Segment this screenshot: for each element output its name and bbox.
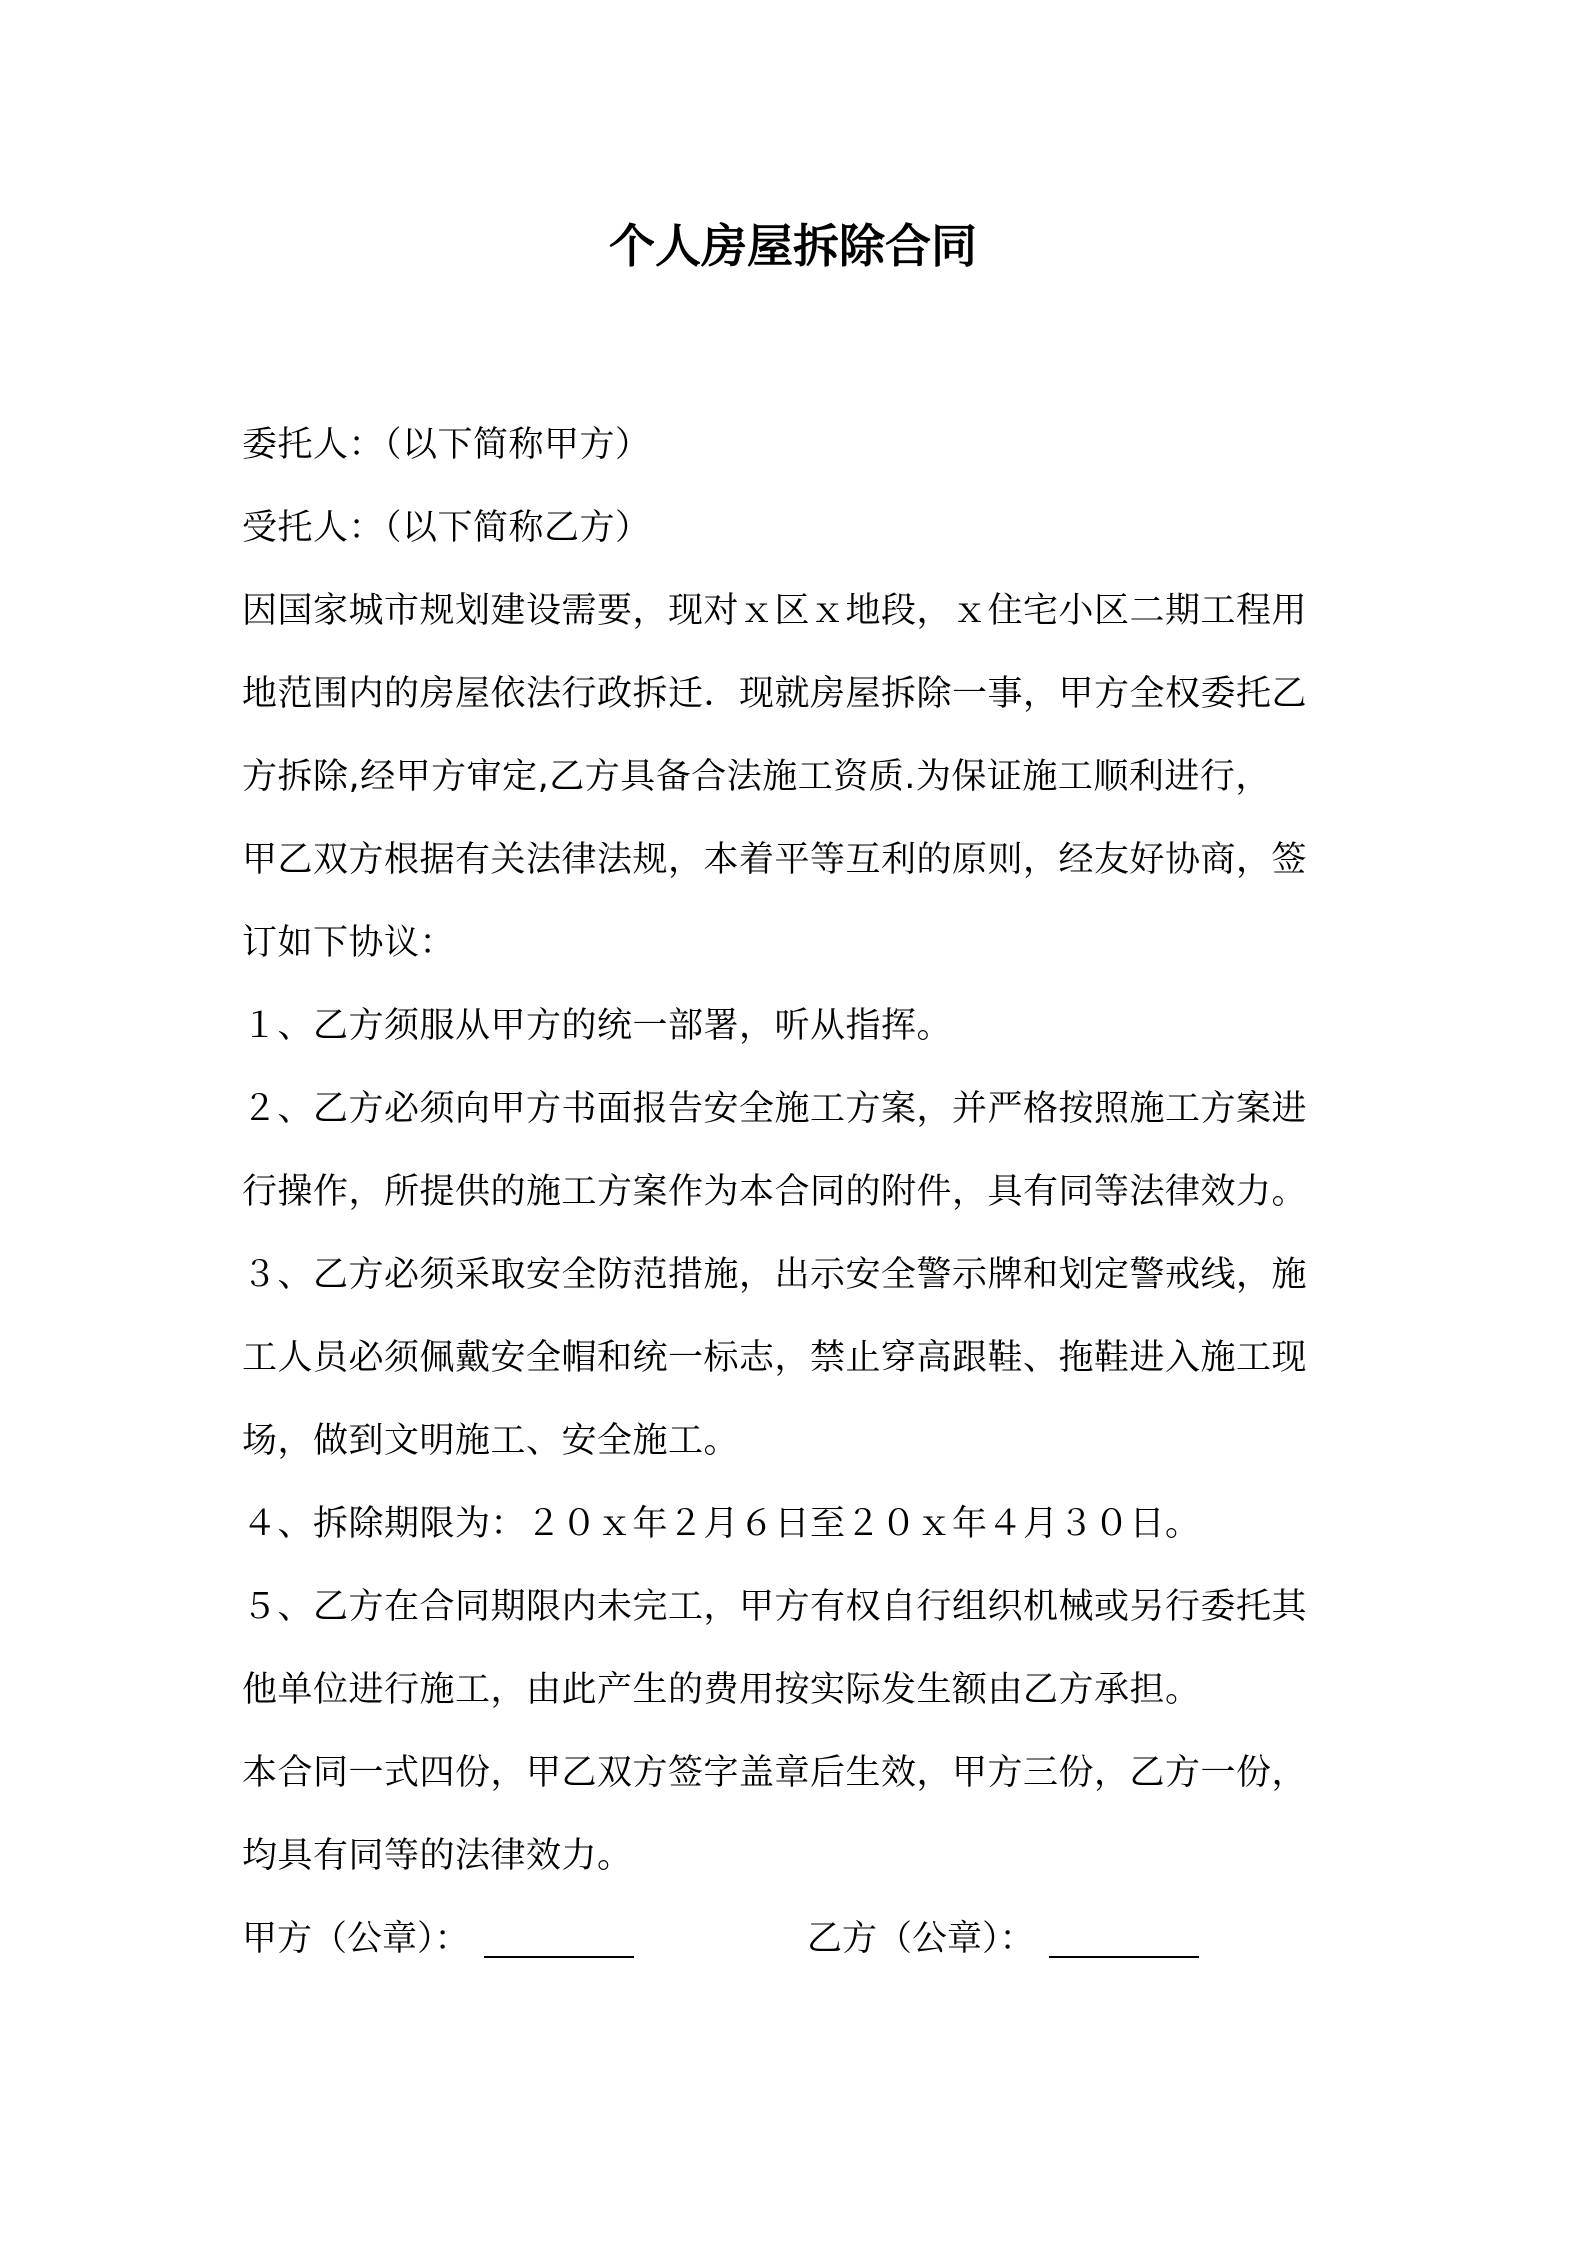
document-body — [242, 404, 1362, 1981]
clause-line: 方拆除,经甲方审定,乙方具备合法施工资质.为保证施工顺利进行， — [242, 757, 1271, 797]
party-a-signature — [242, 1898, 634, 1981]
clause-line: 订如下协议： — [242, 923, 456, 963]
party-a-seal-label: 甲方（公章）： — [242, 1919, 470, 1959]
clause-line: 地范围内的房屋依法行政拆迁．现就房屋拆除一事，甲方全权委托乙 — [242, 674, 1308, 714]
clause-line: 因国家城市规划建设需要，现对ｘ区ｘ地段，ｘ住宅小区二期工程用 — [242, 591, 1308, 631]
clause-line: ３、乙方必须采取安全防范措施，出示安全警示牌和划定警戒线，施 — [242, 1255, 1308, 1295]
clause-line: ５、乙方在合同期限内未完工，甲方有权自行组织机械或另行委托其 — [242, 1587, 1308, 1627]
party-a-signature-blank — [484, 1922, 634, 1958]
party-b-signature-blank — [1049, 1922, 1199, 1958]
clause-line: 他单位进行施工，由此产生的费用按实际发生额由乙方承担。 — [242, 1670, 1201, 1710]
clause-line: 行操作，所提供的施工方案作为本合同的附件，具有同等法律效力。 — [242, 1172, 1308, 1212]
clause-line: 本合同一式四份，甲乙双方签字盖章后生效，甲方三份，乙方一份， — [242, 1753, 1308, 1793]
clause-line: １、乙方须服从甲方的统一部署，听从指挥。 — [242, 1006, 953, 1046]
clause-line: ２、乙方必须向甲方书面报告安全施工方案，并严格按照施工方案进 — [242, 1089, 1308, 1129]
clause-line: 受托人：（以下简称乙方） — [242, 508, 651, 548]
party-b-seal-label: 乙方（公章）： — [807, 1919, 1035, 1959]
signature-row — [242, 1898, 1362, 1981]
clause-line: 场，做到文明施工、安全施工。 — [242, 1421, 740, 1461]
clause-line: 均具有同等的法律效力。 — [242, 1836, 633, 1876]
document-title: 个人房屋拆除合同 — [609, 219, 977, 273]
clause-line: ４、拆除期限为：２０ｘ年２月６日至２０ｘ年４月３０日。 — [242, 1504, 1201, 1544]
clause-line: 甲乙双方根据有关法律法规，本着平等互利的原则，经友好协商，签 — [242, 840, 1308, 880]
clause-line: 工人员必须佩戴安全帽和统一标志，禁止穿高跟鞋、拖鞋进入施工现 — [242, 1338, 1308, 1378]
clause-line: 委托人：（以下简称甲方） — [242, 425, 651, 465]
party-b-signature — [807, 1898, 1199, 1981]
